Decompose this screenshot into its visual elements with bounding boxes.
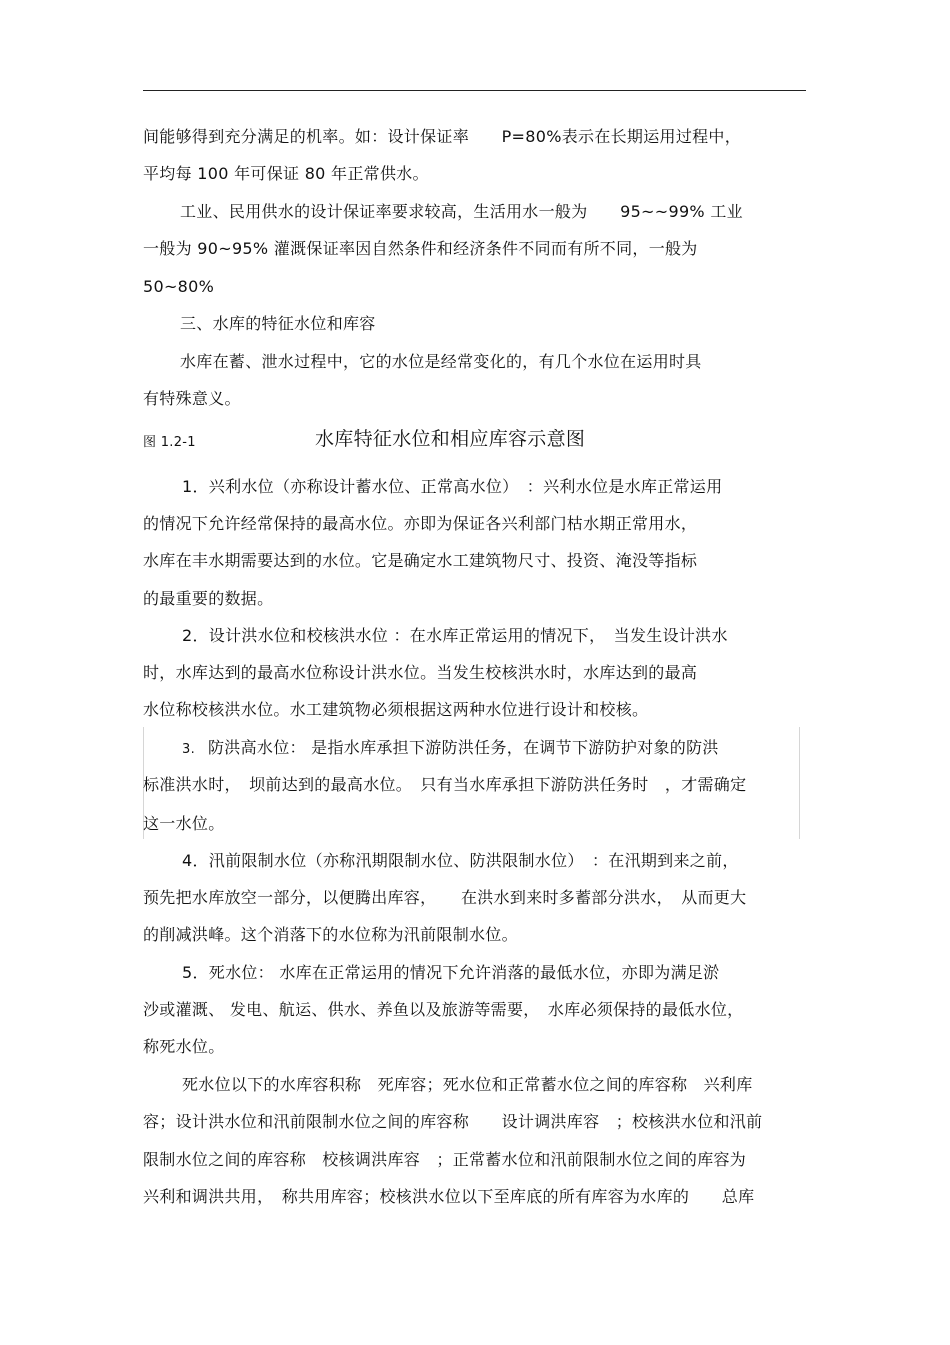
- text-line-5: 50~80%: [143, 277, 215, 296]
- text-line-1: 间能够得到充分满足的机率。如：设计保证率 P=80%表示在长期运用过程中，: [143, 127, 742, 146]
- text-line-7: 水库在蓄、泄水过程中，它的水位是经常变化的，有几个水位在运用时具: [180, 352, 702, 371]
- text-line-4: 一般为 90~95% 灌溉保证率因自然条件和经济条件不同而有所不同，一般为: [143, 239, 698, 258]
- text-line-17: 水位称校核洪水位。水工建筑物必须根据这两种水位进行设计和校核。: [143, 700, 649, 719]
- figure-caption: 水库特征水位和相应库容示意图: [315, 428, 586, 450]
- text-line-23: 的削减洪峰。这个消落下的水位称为汛前限制水位。: [143, 925, 518, 944]
- text-line-28: 容；设计洪水位和汛前限制水位之间的库容称 设计调洪库容 ；校核洪水位和汛前: [143, 1112, 763, 1131]
- text-line-25: 沙或灌溉、 发电、航运、供水、养鱼以及旅游等需要， 水库必须保持的最低水位，: [143, 1000, 744, 1019]
- text-line-14: 的最重要的数据。: [143, 589, 274, 608]
- text-line-30: 兴利和调洪共用， 称共用库容；校核洪水位以下至库底的所有库容为水库的 总库: [143, 1187, 755, 1206]
- text-line-15: 2．设计洪水位和校核洪水位 ：在水库正常运用的情况下， 当发生设计洪水: [182, 626, 728, 645]
- figure-label: 图 1.2-1: [143, 435, 196, 450]
- text-line-8: 有特殊意义。: [143, 389, 241, 408]
- text-line-24: 5．死水位： 水库在正常运用的情况下允许消落的最低水位，亦即为满足淤: [182, 963, 720, 982]
- text-line-16: 时，水库达到的最高水位称设计洪水位。当发生校核洪水时，水库达到的最高: [143, 663, 698, 682]
- header-rule: [143, 90, 806, 91]
- text-line-21: 4．汛前限制水位（亦称汛期限制水位、防洪限制水位） ：在汛期到来之前，: [182, 851, 739, 870]
- text-line-18: 防洪高水位： 是指水库承担下游防洪任务，在调节下游防护对象的防洪: [208, 738, 719, 757]
- text-line-3: 工业、民用供水的设计保证率要求较高，生活用水一般为 95~~99% 工业: [180, 202, 743, 221]
- text-line-20: 这一水位。: [143, 814, 225, 833]
- text-line-11: 1．兴利水位（亦称设计蓄水位、正常高水位） ：兴利水位是水库正常运用: [182, 477, 723, 496]
- text-line-2: 平均每 100 年可保证 80 年正常供水。: [143, 164, 429, 183]
- item-3-number: 3.: [182, 742, 196, 757]
- text-line-19: 标准洪水时， 坝前达到的最高水位。 只有当水库承担下游防洪任务时 ，才需确定: [143, 775, 747, 794]
- text-line-12: 的情况下允许经常保持的最高水位。亦即为保证各兴利部门枯水期正常用水，: [143, 514, 698, 533]
- text-line-26: 称死水位。: [143, 1037, 225, 1056]
- section-heading: 三、水库的特征水位和库容: [180, 314, 376, 333]
- text-line-22: 预先把水库放空一部分，以便腾出库容， 在洪水到来时多蓄部分洪水， 从而更大: [143, 888, 747, 907]
- text-line-29: 限制水位之间的库容称 校核调洪库容 ；正常蓄水位和汛前限制水位之间的库容为: [143, 1150, 747, 1169]
- text-line-27: 死水位以下的水库容积称 死库容；死水位和正常蓄水位之间的库容称 兴利库: [182, 1075, 753, 1094]
- text-line-13: 水库在丰水期需要达到的水位。它是确定水工建筑物尺寸、投资、淹没等指标: [143, 551, 698, 570]
